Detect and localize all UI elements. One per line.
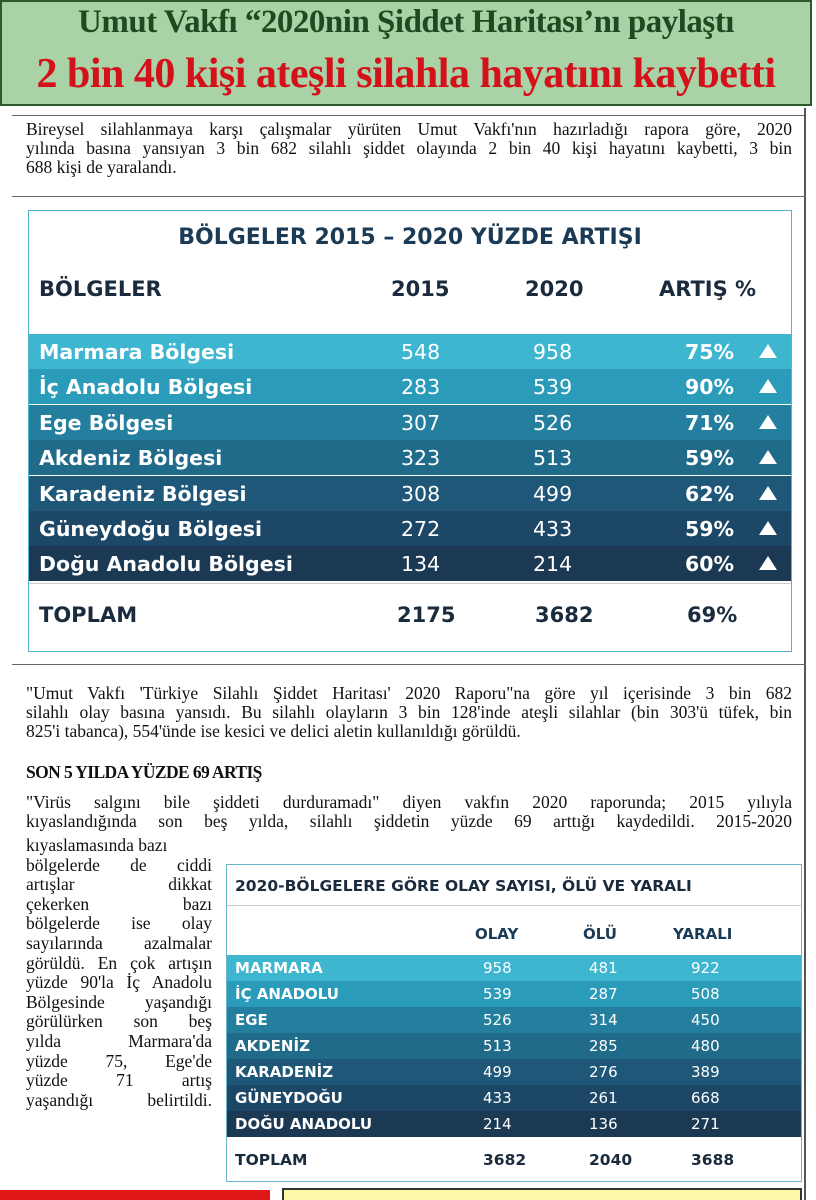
change-percent: 62% [685, 481, 735, 506]
table-title: BÖLGELER 2015 – 2020 YÜZDE ARTIŞI [178, 225, 642, 250]
article-headline: 2 bin 40 kişi ateşli silahla hayatını kaybetti [36, 51, 776, 97]
next-article-bar [0, 1190, 270, 1200]
text-line: görülürken son beş [26, 1011, 212, 1032]
yarali-value: 508 [691, 985, 720, 1003]
yarali-value: 480 [691, 1037, 720, 1055]
change-percent: 71% [685, 410, 735, 435]
text-line: görüldü. En çok artışın [26, 952, 212, 973]
region-name: Doğu Anadolu Bölgesi [39, 552, 293, 577]
region-name: KARADENİZ [235, 1063, 334, 1081]
header-yarali: YARALI [673, 925, 733, 943]
text-line: bölgelerde ise olay [26, 913, 212, 934]
table-row [29, 476, 791, 511]
yarali-value: 271 [691, 1115, 720, 1133]
value-2015: 307 [401, 410, 441, 435]
region-name: MARMARA [235, 959, 323, 977]
table-row [29, 440, 791, 475]
divider [12, 196, 806, 197]
header-change: ARTIŞ % [659, 277, 757, 301]
headline-banner [0, 0, 812, 106]
header-2020: 2020 [525, 277, 584, 301]
column-divider [804, 108, 806, 1200]
text-line: çekerken bazı [26, 893, 212, 914]
divider [29, 583, 791, 584]
change-percent: 90% [685, 375, 735, 400]
value-2020: 958 [533, 340, 573, 364]
header-olay: OLAY [475, 925, 519, 943]
article-title: Umut Vakfı “2020nin Şiddet Haritası’nı paylaştı [78, 4, 734, 40]
table-row [227, 1033, 801, 1059]
header-regions: BÖLGELER [39, 277, 162, 301]
table-row [29, 405, 791, 440]
regions-increase-table [28, 210, 792, 652]
change-percent: 60% [685, 552, 735, 577]
olay-value: 958 [483, 959, 512, 977]
olay-value: 513 [483, 1037, 512, 1055]
total-label: TOPLAM [235, 1151, 308, 1169]
section-paragraph: "Virüs salgını bile şiddeti durduramadı" diyen vakfın 2020 raporunda; 2015 yılıyla kıyaslandığında son beş yılda, silahlı şiddetin yüzde 69 arttığı kaydedildi. 2015-2020 [26, 792, 792, 831]
value-2015: 548 [401, 340, 441, 364]
intro-paragraph: Bireysel silahlanmaya karşı çalışmalar yürüten Umut Vakfı'nın hazırladığı rapora göre, 2020 yılında basına yansıyan 3 bin 682 silahlı şiddet olayında 2 bin 40 kişi hayatını kaybetti, 3 bin 688 kişi de yaralandı. [26, 119, 792, 177]
divider [227, 905, 801, 906]
olay-value: 539 [483, 985, 512, 1003]
text-line: yüzde 71 artış [26, 1070, 212, 1091]
text-line: Bölgesinde yaşandığı [26, 991, 212, 1012]
yarali-value: 668 [691, 1089, 720, 1107]
text-line: yüzde 75, Ege'de [26, 1050, 212, 1071]
olu-value: 285 [589, 1037, 618, 1055]
yarali-value: 389 [691, 1063, 720, 1081]
text-line: yaşandığı belirtildi. [26, 1089, 212, 1110]
up-triangle-icon [759, 556, 777, 570]
table-title: 2020-BÖLGELERE GÖRE OLAY SAYISI, ÖLÜ VE YARALI [235, 877, 692, 895]
header-olu: ÖLÜ [583, 925, 617, 943]
text-line: artışlar dikkat [26, 874, 212, 895]
total-yarali: 3688 [691, 1151, 735, 1169]
report-paragraph: "Umut Vakfı 'Türkiye Silahlı Şiddet Haritası' 2020 Raporu"na göre yıl içerisinde 3 bin 682 silahlı olay basına yansıdı. Bu silahlı olayların 3 bin 128'inde ateşli silahlar (bin 303'ü tüfek, bin 825'i tabanca), 554'ünde ise kesici ve delici aletin kullanıldığı görüldü. [26, 683, 792, 741]
up-triangle-icon [759, 521, 777, 535]
change-percent: 59% [685, 517, 735, 541]
region-name: Güneydoğu Bölgesi [39, 517, 262, 541]
total-2020: 3682 [535, 603, 594, 627]
value-2015: 134 [401, 552, 441, 577]
regions-events-table [226, 864, 802, 1182]
total-olu: 2040 [589, 1151, 633, 1169]
value-2020: 539 [533, 375, 573, 400]
header-2015: 2015 [391, 277, 450, 301]
olay-value: 214 [483, 1115, 512, 1133]
table-row [227, 1059, 801, 1085]
table-row [29, 511, 791, 546]
olu-value: 276 [589, 1063, 618, 1081]
value-2020: 513 [533, 446, 573, 471]
table-row [227, 1007, 801, 1033]
olu-value: 314 [589, 1011, 618, 1029]
up-triangle-icon [759, 486, 777, 500]
value-2015: 272 [401, 517, 441, 541]
region-name: Ege Bölgesi [39, 410, 174, 435]
olay-value: 433 [483, 1089, 512, 1107]
text-line: sayılarında azalmalar [26, 933, 212, 953]
value-2015: 323 [401, 446, 441, 471]
value-2015: 283 [401, 375, 441, 400]
change-percent: 75% [685, 340, 735, 364]
up-triangle-icon [759, 379, 777, 393]
table-row [29, 369, 791, 404]
table-row [29, 334, 791, 369]
olu-value: 481 [589, 959, 618, 977]
region-name: AKDENİZ [235, 1037, 310, 1055]
text-line: yılda Marmara'da [26, 1031, 212, 1051]
table-row [227, 1085, 801, 1111]
region-name: Marmara Bölgesi [39, 340, 235, 364]
region-name: Karadeniz Bölgesi [39, 481, 247, 506]
value-2015: 308 [401, 481, 441, 506]
value-2020: 214 [533, 552, 573, 577]
region-name: İç Anadolu Bölgesi [39, 375, 253, 400]
divider [12, 664, 806, 665]
divider [12, 115, 806, 116]
olay-value: 499 [483, 1063, 512, 1081]
text-line: bölgelerde de ciddi [26, 854, 212, 875]
yarali-value: 922 [691, 959, 720, 977]
section-subhead: SON 5 YILDA YÜZDE 69 ARTIŞ [26, 762, 262, 782]
value-2020: 499 [533, 481, 573, 506]
text-line: yüzde 90'la İç Anadolu [26, 972, 212, 993]
yarali-value: 450 [691, 1011, 720, 1029]
olay-value: 526 [483, 1011, 512, 1029]
change-percent: 59% [685, 446, 735, 471]
next-article-box [282, 1188, 802, 1200]
value-2020: 433 [533, 517, 573, 541]
table-row [227, 1111, 801, 1137]
region-name: EGE [235, 1011, 268, 1029]
olu-value: 136 [589, 1115, 618, 1133]
region-name: İÇ ANADOLU [235, 985, 339, 1003]
olu-value: 287 [589, 985, 618, 1003]
up-triangle-icon [759, 415, 777, 429]
region-name: Akdeniz Bölgesi [39, 446, 223, 471]
table-row [29, 546, 791, 581]
total-2015: 2175 [397, 603, 456, 627]
region-name: DOĞU ANADOLU [235, 1115, 373, 1133]
region-name: GÜNEYDOĞU [235, 1089, 343, 1107]
text-line: kıyaslamasında bazı [26, 835, 168, 855]
total-label: TOPLAM [39, 603, 138, 627]
olu-value: 261 [589, 1089, 618, 1107]
value-2020: 526 [533, 410, 573, 435]
up-triangle-icon [759, 450, 777, 464]
up-triangle-icon [759, 344, 777, 358]
table-row [227, 981, 801, 1007]
total-olay: 3682 [483, 1151, 527, 1169]
total-change: 69% [687, 603, 738, 627]
table-row [227, 955, 801, 981]
